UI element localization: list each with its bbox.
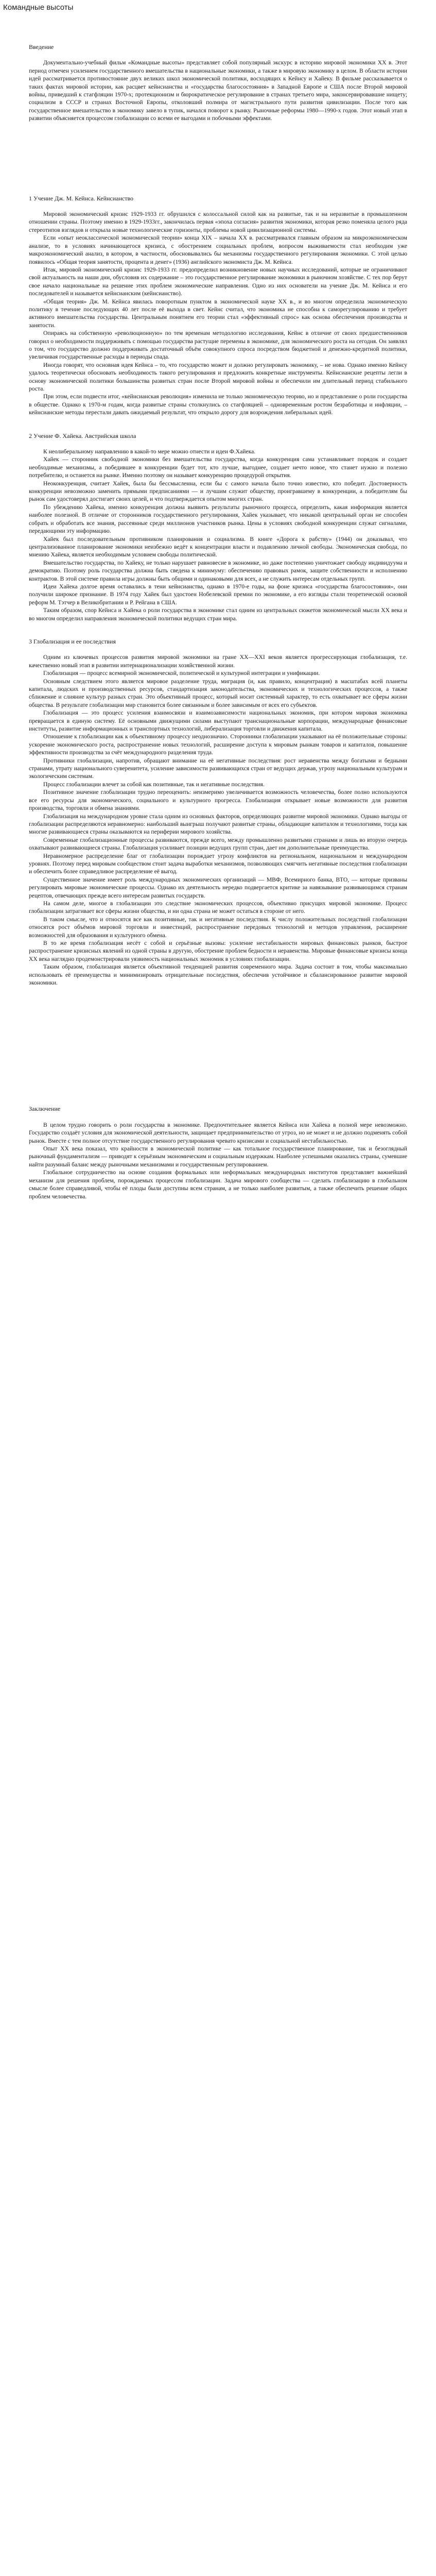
paragraph: В таком смысле, что и относятся все как позитивные, так и негативные последствия. К числу положительных последствий глобализации относятся рост объёмов мировой торговли и инвестиций, распространение передовых технологий и методов управления, расширение возможностей для образования и культурного обмена. (29, 916, 407, 939)
paragraph: Одним из ключевых процессов развития мировой экономики на гране XX—XXI веков является прогрессирующая глобализация, т.е. качественно новый этап в развитии интернационализации хозяйственной жизни. (29, 654, 407, 669)
paragraph: Глобальное сотрудничество на основе создания формальных или неформальных международных институтов представляет важнейший механизм для решения проблем, порождаемых процессом глобализации. Задача мирового сообщества — сделать глобализацию в глобальном смысле более справедливой, чтобы её плоды были доступны всем странам, а не только наиболее развитым, а также обеспечить решение общих проблем человечества. (29, 1169, 407, 1200)
section-heading-intro: Введение (29, 43, 54, 50)
paragraph: Хайек — сторонник свободной экономики без вмешательства государства, когда конкуренция сама устанавливает порядок и создает необходимые механизмы, а победившее в конкуренции будет тот, кто лучше, выгоднее, создает нечто новое, что станет нужно и полезно потребителю, и останется на рынке. Именно поэтому он называет конкуренцию процедурой открытия. (29, 456, 407, 479)
paragraph: Процесс глобализации влечет за собой как позитивные, так и негативные последствия. (43, 781, 265, 788)
paragraph: Если «опыт неоклассической экономической теории» конца XIX – начала XX в. рассматривался главным образом на микроэкономическом анализе, то в условиях начинающегося кризиса, с обострением социальных проблем, вопросом выживаемости стал необходим уже макроэкономический анализ, в котором, в частности, обосновывались бы механизмы государственного регулирования экономики. С этой целью появилось «Общая теория занятости, процента и денег» (1936) английского экономиста Дж. М. Кейнса. (29, 234, 407, 265)
paragraph: Основным следствием этого является мировое разделение труда, миграция (и, как правило, концентрация) в масштабах всей планеты капитала, людских и производственных ресурсов, стандартизация законодательства, экономических и технологических процессов, а также сближение и слияние культур разных стран. Это объективный процесс, который носит системный характер, то есть охватывает все сферы жизни общества. В результате глобализации мир становится более связанным и более зависимым от всех его субъектов. (29, 677, 407, 708)
section-heading-keynes: 1 Учение Дж. М. Кейнса. Кейнсианство (29, 194, 134, 202)
paragraph: Таким образом, спор Кейнса и Хайека о роли государства в экономике стал одним из центральных сюжетов экономической мысли XX века и во многом определил направления экономической политики ведущих стран мира. (29, 607, 407, 622)
section-spacer (29, 417, 407, 432)
paragraph: При этом, если подвести итог, «кейнсианская революция» изменила не только экономическую теорию, но и представление о роли государства в обществе. Однако к 1970-м годам, когда развитые страны столкнулись со стагфляцией – одновременным ростом безработицы и инфляции, – кейнсианские методы перестали давать ожидаемый результат, что открыло дорогу для возрождения либеральных идей. (29, 393, 407, 416)
paragraph: «Общая теория» Дж. М. Кейнса явилась поворотным пунктом в экономической науке XX в., и во многом определила экономическую политику в течение последующих 40 лет после её выхода в свет. Кейнс считал, что экономика не способна к саморегулированию и требует активного вмешательства государства. Центральным понятием его теории стал «эффективный спрос» как основа обеспечения производства и занятости. (29, 298, 407, 329)
section-spacer (29, 123, 407, 195)
paragraph: Неоконкуренция, считает Хайек, была бы бессмысленна, если бы с самого начала было точно известно, кто победит. Достоверность конкуренции невозможно заменить прямыми предписаниями — и лучшим служит обществу, проигравшему в конкуренции, а победителям бы рынок сам удостоверял достигает своих целей, и что подтверждается опытом многих стран. (29, 480, 407, 503)
paragraph: Существенное значение имеет роль международных экономических организаций — МВФ, Всемирного банка, ВТО, — которые призваны регулировать мировые экономические процессы. Однако их деятельность нередко подвергается критике за навязывание развивающимся странам рецептов, отвечающих прежде всего интересам развитых государств. (29, 876, 407, 899)
paragraph: Опыт XX века показал, что крайности в экономической политике — как тотальное государственное планирование, так и безоглядный рыночный фундаментализм — приводят к серьёзным экономическим и социальным издержкам. Наиболее успешными оказались страны, сумевшие найти разумный баланс между рыночными механизмами и государственным регулированием. (29, 1145, 407, 1168)
section-heading-globalization: 3 Глобализация и ее последствия (29, 637, 116, 645)
paragraph: На самом деле, многое в глобализации это следствие экономических процессов, объективно присущих мировой экономике. Процесс глобализации затрагивает все сферы жизни общества, и ни одна страна не может остаться в стороне от него. (29, 900, 407, 915)
paragraph: Глобализация — процесс всемирной экономической, политической и культурной интеграции и унификации. (43, 670, 320, 677)
document-title: Командные высоты (3, 3, 74, 12)
paragraph: Документально-учебный фильм «Командные высоты» представляет собой популярный экскурс в историю мировой экономики XX в. Этот период отмечен усилением государственного вмешательства в национальные экономики, а также в мировую экономику в целом. В области истории идей рассматривается противостояние двух великих школ экономической политики, восходящих к Кейнсу и Хайеку. В фильме рассказывается о таких фактах мировой истории, как расцвет кейнсианства и «государства благосостояния» в Западной Европе и США после Второй мировой войны, приведший к стагфляции 1970-х; протекционизм и бюрократическое регулирование в странах третьего мира, законсервировавшие нищету; социализм в СССР и странах Восточной Европы, отколовший полмира от магистрального пути развития цивилизации. После того как государственное вмешательство в экономику завело в тупик, начался поворот к рынку. Рыночные реформы 1980—1990-х годов. Этот новый этап в развитии объясняется процессом глобализации со всеми ее выгодами и побочными эффектами. (29, 59, 407, 122)
paragraph: Противники глобализации, напротив, обращают внимание на её негативные последствия: рост неравенства между богатыми и бедными странами, утрату национального суверенитета, усиление зависимости развивающихся стран от ведущих держав, угрозу национальным культурам и экологическим системам. (29, 757, 407, 780)
paragraph: По убеждению Хайека, именно конкуренция должна выявить результаты рыночного процесса, определить, какая информация является наиболее полезной. В отличие от сторонников государственного регулирования, Хайек указывает, что никакой центральный орган не способен собрать и обработать все знания, рассеянные среди миллионов участников рынка. Цены в условиях свободной конкуренции служат сигналами, передающими эту информацию. (29, 503, 407, 535)
paragraph: В целом трудно говорить о роли государства в экономике. Предпочтительнее является Кейнса или Хайека в полной мере невозможно. Государство создаёт условия для экономической деятельности, защищает предпринимательство от угроз, но не может и не должно подменять собой рынок. Вместе с тем полное отсутствие государственного регулирования чревато кризисами и социальной нестабильностью. (29, 1121, 407, 1144)
section-spacer (29, 987, 407, 1105)
paragraph: Идеи Хайека долгое время оставались в тени кейнсианства, однако в 1970-е годы, на фоне кризиса «государства благосостояния», они получили широкое признание. В 1974 году Хайек был удостоен Нобелевской премии по экономике, а его взгляды стали теоретической основой реформ М. Тэтчер в Великобритании и Р. Рейгана в США. (29, 583, 407, 606)
paragraph: Современные глобализационные процессы развиваются, прежде всего, между промышленно развитыми странами и лишь во вторую очередь охватывают развивающиеся страны. Глобализация усиливает позиции ведущих групп стран, дает им дополнительные преимущества. (29, 836, 407, 852)
paragraph: Неравномерное распределение благ от глобализации порождает угрозу конфликтов на региональном, национальном и международном уровнях. Поэтому перед мировым сообществом стоит задача выработки механизмов, позволяющих смягчить негативные последствия глобализации и обеспечить более справедливое распределение её выгод. (29, 852, 407, 875)
paragraph: Глобализация на международном уровне стала одним из основных факторов, определяющих развитие мировой экономики. Однако выгоды от глобализации распределяются неравномерно: наибольший выигрыш получают развитые страны, обладающие капиталом и технологиями, тогда как многие развивающиеся страны оказываются на периферии мирового хозяйства. (29, 812, 407, 836)
paragraph: Таким образом, глобализация является объективной тенденцией развития современного мира. Задача состоит в том, чтобы максимально использовать её преимущества и минимизировать отрицательные последствия, обеспечив устойчивое и сбалансированное развитие мировой экономики. (29, 963, 407, 987)
paragraph: Глобализация — это процесс усиления взаимосвязи и взаимозависимости национальных экономик, при котором мировая экономика превращается в единую систему. Её основными движущими силами выступают транснациональные корпорации, международные финансовые институты, развитие информационных и транспортных технологий, либерализация торговли и движения капитала. (29, 709, 407, 733)
section-spacer (29, 622, 407, 638)
paragraph: Иногда говорят, что основная идея Кейнса – то, что государство может и должно регулировать экономику, – не нова. Однако именно Кейнсу удалось теоретически обосновать необходимость такого регулирования и предложить конкретные инструменты. Кейнсианские рецепты легли в основу экономической политики большинства развитых стран после Второй мировой войны и обеспечили им длительный период стабильного роста. (29, 361, 407, 392)
section-heading-conclusion: Заключение (29, 1105, 61, 1113)
paragraph: В то же время глобализация несёт с собой и серьёзные вызовы: усиление нестабильности мировых финансовых рынков, быстрое распространение кризисных явлений из одной страны в другую, обострение проблем бедности и неравенства. Мировые финансовые кризисы конца XX века наглядно продемонстрировали уязвимость национальных экономик в условиях глобализации. (29, 940, 407, 962)
paragraph: Мировой экономический кризис 1929-1933 гг. обрушился с колоссальной силой как на развитые, так и на неразвитые в промышленном отношении страны. Поэтому именно в 1929-1933гг., закончилась первая «эпоха согласия» развития экономики, которая резко поменяла целого ряда стереотипов взглядов и открыла новые технологические горизонты, проблемы новой цивилизационной системы. (29, 211, 407, 233)
paragraph: Отношение к глобализации как к объективному процессу неоднозначно. Сторонники глобализации указывают на её положительные стороны: ускорение экономического роста, распространение новых технологий, расширение доступа к мировым рынкам товаров и капиталов, повышение эффективности производства за счёт международного разделения труда. (29, 733, 407, 756)
paragraph: К неолиберальному направлению в какой-то мере можно отнести и идеи Ф.Хайека. (43, 448, 256, 455)
paragraph: Опираясь на собственную «революционную» по тем временам методологию исследования, Кейнс в отличие от своих предшественников говорил о необходимости поддерживать с помощью государства растущие перемены в экономике, для экономического роста на сегодня. Он заявлял о том, что государство должно поддерживать достаточный объём совокупного спроса посредством бюджетной и денежно-кредитной политики, увеличивая государственные расходы в периоды спада. (29, 330, 407, 361)
paragraph: Позитивное значение глобализации трудно переоценить: неизмеримо увеличивается возможность человечества, более полно используются все его ресурсы для экономического, социального и культурного прогресса. Глобализация открывает новые возможности для развития производства, торговли и обмена знаниями. (29, 789, 407, 812)
section-heading-hayek: 2 Учение Ф. Хайека. Австрийская школа (29, 432, 136, 439)
paragraph: Вмешательство государства, по Хайеку, не только нарушает равновесие в экономике, но даже постепенно уничтожает свободу индивидуума и демократию. Поэтому роль государства должна быть сведена к минимуму: обеспечению правовых рамок, защите собственности и исполнению контрактов. В этой системе правила игры должны быть общими и одинаковыми для всех, а не служить интересам отдельных групп. (29, 559, 407, 582)
paragraph: Итак, мировой экономический кризис 1929-1933 гг. предопределил возникновение новых научных исследований, которые не ограничивают свой актуальность на наши дни, обусловив их содержание – это государственное регулирование экономики в рыночном хозяйстве. С тех пор берут свое начало национальные на решение этих проблем экономические направления. Одно из них основатели на учение Дж. М. Кейнса и его последователей и называется кейнсианским (кейнсианство). (29, 266, 407, 297)
document-body (29, 12, 407, 1200)
paragraph: Хайек был последовательным противником планирования и социализма. В книге «Дорога к рабству» (1944) он доказывал, что централизованное планирование экономики неизбежно ведёт к концентрации власти и подавлению личной свободы. Экономическая свобода, по мнению Хайека, является необходимым условием свободы политической. (29, 535, 407, 558)
section-spacer (29, 12, 407, 43)
